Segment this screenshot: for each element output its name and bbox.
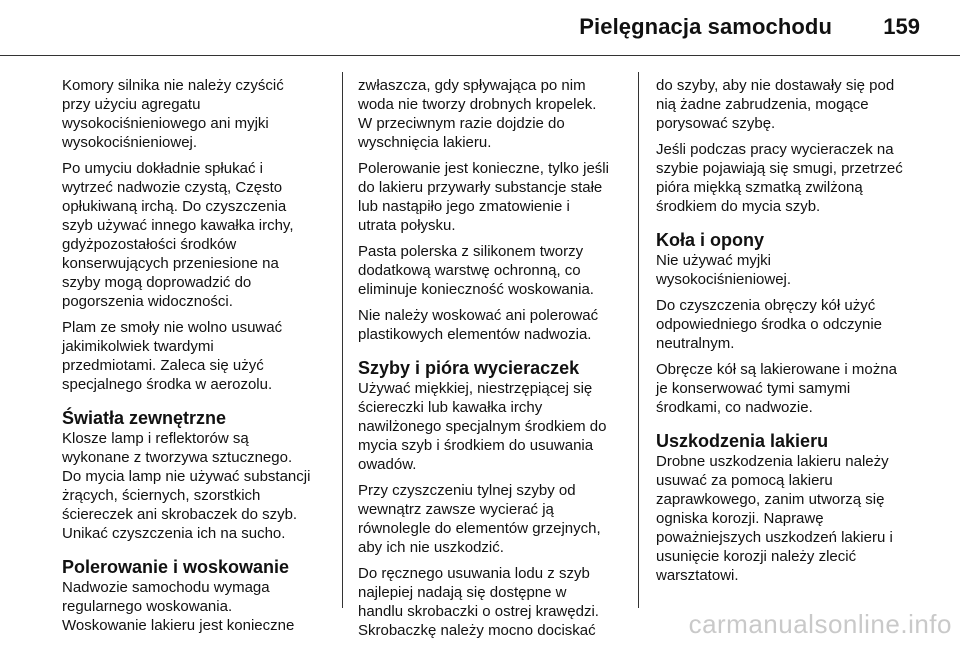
site-watermark: carmanualsonline.info [688,609,952,639]
paragraph: Komory silnika nie należy czyścić przy użyciu agregatu wysokociśnieniowego ani myjki wysokociśnieniowej. [62,77,284,151]
section-heading-exterior-lights: Światła zewnętrzne [62,408,227,428]
section-heading-paint-damage: Uszkodzenia lakieru [656,431,829,451]
chapter-title: Pielęgnacja samochodu [579,14,832,39]
column-2 [358,76,626,647]
page-number: 159 [883,14,920,39]
section-heading-windows-wipers: Szyby i pióra wycieraczek [358,358,580,378]
paragraph: Nadwozie samochodu wymaga regularnego woskowania. Woskowanie lakieru jest konieczne [62,579,295,634]
column-divider [342,72,343,608]
column-1 [62,76,330,642]
paragraph: Nie należy woskować ani polerować plastikowych elementów nadwozia. [358,307,599,343]
header-divider [0,55,960,56]
paragraph: Plam ze smoły nie wolno usuwać jakimikolwiek twardymi przedmiotami. Zaleca się użyć specjalnego środka w aerozolu. [62,319,283,393]
paragraph: Klosze lamp i reflektorów są wykonane z tworzywa sztucznego. Do mycia lamp nie używać substancji żrących, ściernych, szorstkich ściereczek ani skrobaczek do szyb. Unikać czyszczenia ich na sucho. [62,430,311,542]
paragraph: Przy czyszczeniu tylnej szyby od wewnątrz zawsze wycierać ją równolegle do elementów grzejnych, aby ich nie uszkodzić. [358,482,601,556]
paragraph: Polerowanie jest konieczne, tylko jeśli do lakieru przywarły substancje stałe lub nastąpiło jego zmatowienie i utrata połysku. [358,160,609,234]
paragraph: zwłaszcza, gdy spływająca po nim woda nie tworzy drobnych kropelek. W przeciwnym razie dojdzie do wyschnięcia lakieru. [358,77,597,151]
paragraph: Do czyszczenia obręczy kół użyć odpowiedniego środka o odczynie neutralnym. [656,297,882,352]
paragraph: Po umyciu dokładnie spłukać i wytrzeć nadwozie czystą, Często opłukiwaną irchą. Do czyszczenia szyb używać innego kawałka irchy, gdyżpozostałości środków konserwujących przeniesione na szyby mogą doprowadzić do pogorszenia widoczności. [62,160,294,310]
paragraph: Pasta polerska z silikonem tworzy dodatkową warstwę ochronną, co eliminuje konieczność woskowania. [358,243,594,298]
paragraph: Używać miękkiej, niestrzępiącej się ściereczki lub kawałka irchy nawilżonego specjalnym środkiem do mycia szyb i środkiem do usuwania owadów. [358,380,607,473]
page-header [0,0,960,58]
paragraph: Nie używać myjki wysokociśnieniowej. [656,252,792,288]
paragraph: Obręcze kół są lakierowane i można je konserwować tymi samymi środkami, co nadwozie. [656,361,897,416]
section-heading-polishing: Polerowanie i woskowanie [62,557,290,577]
paragraph: do szyby, aby nie dostawały się pod nią żadne zabrudzenia, mogące porysować szybę. [656,77,895,132]
column-3 [656,76,926,592]
section-heading-wheels-tyres: Koła i opony [656,230,764,250]
paragraph: Drobne uszkodzenia lakieru należy usuwać za pomocą lakieru zaprawkowego, zanim utworzą się ogniska korozji. Naprawę poważniejszych uszkodzeń lakieru i usunięcie korozji należy zlecić warsztatowi. [656,453,893,584]
paragraph: Do ręcznego usuwania lodu z szyb najlepiej nadają się dostępne w handlu skrobaczki o ostrej krawędzi. Skrobaczkę należy mocno dociskać [358,565,599,639]
column-divider [638,72,639,608]
paragraph: Jeśli podczas pracy wycieraczek na szybie pojawiają się smugi, przetrzeć pióra miękką szmatką zwilżoną środkiem do mycia szyb. [656,141,903,215]
